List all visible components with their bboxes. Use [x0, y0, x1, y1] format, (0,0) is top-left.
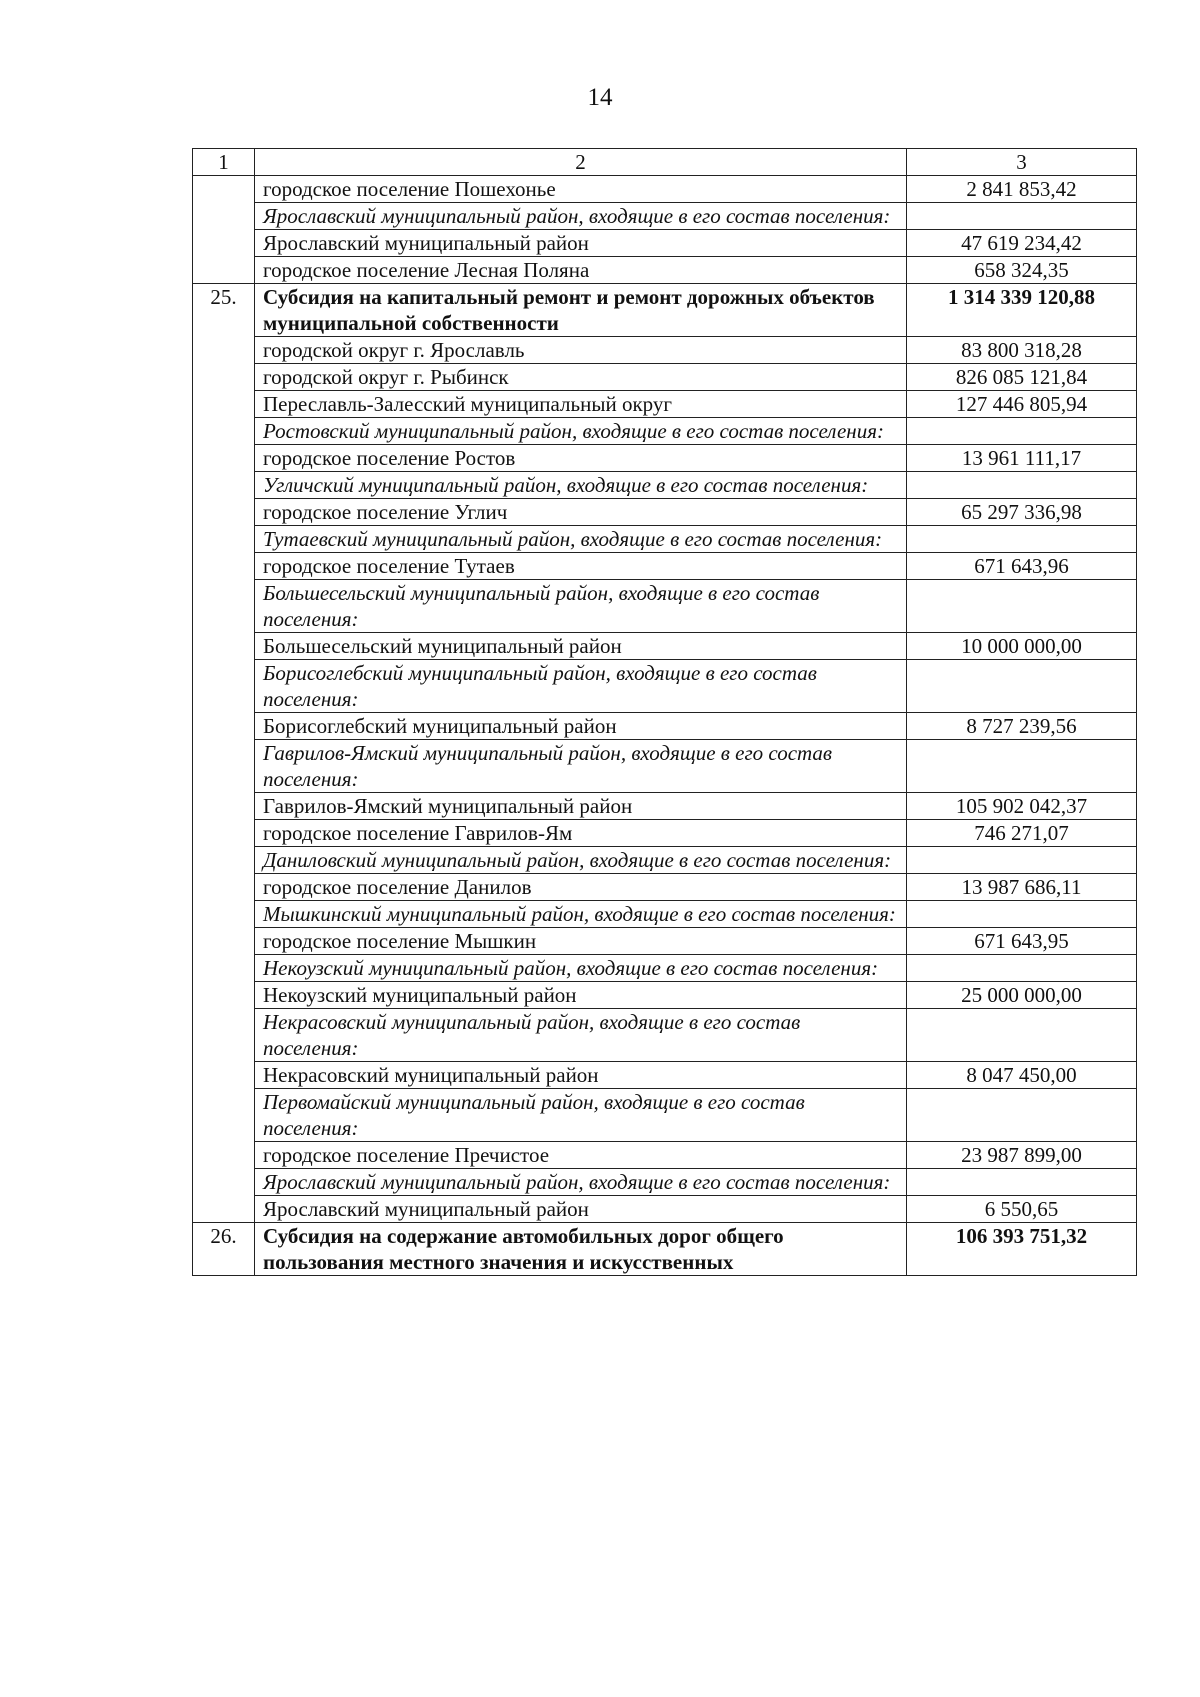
- district-group-heading: Большесельский муниципальный район, входящие в его состав поселения:: [255, 580, 907, 633]
- row-number: [193, 553, 255, 580]
- row-number: [193, 1089, 255, 1142]
- amount-value: 47 619 234,42: [907, 230, 1137, 257]
- amount-value: 23 987 899,00: [907, 1142, 1137, 1169]
- table-row: [193, 633, 1137, 660]
- table-row: [193, 1089, 1137, 1142]
- recipient-name: Некрасовский муниципальный район: [255, 1062, 907, 1089]
- amount-value: [907, 847, 1137, 874]
- district-group-heading: Первомайский муниципальный район, входящие в его состав поселения:: [255, 1089, 907, 1142]
- table-row: [193, 847, 1137, 874]
- table-row: [193, 203, 1137, 230]
- row-number: [193, 337, 255, 364]
- row-number: [193, 660, 255, 713]
- page-number: 14: [587, 84, 613, 111]
- amount-value: [907, 1169, 1137, 1196]
- amount-value: 13 961 111,17: [907, 445, 1137, 472]
- amount-value: 2 841 853,42: [907, 176, 1137, 203]
- table-row: [193, 1009, 1137, 1062]
- row-number: [193, 1169, 255, 1196]
- amount-value: [907, 660, 1137, 713]
- row-number: [193, 740, 255, 793]
- row-number: [193, 1196, 255, 1223]
- header-col-1: 1: [193, 149, 255, 176]
- table-row: [193, 257, 1137, 284]
- header-col-2: 2: [255, 149, 907, 176]
- recipient-name: Ярославский муниципальный район: [255, 1196, 907, 1223]
- row-number: [193, 982, 255, 1009]
- row-number: [193, 820, 255, 847]
- row-number: [193, 391, 255, 418]
- table-row: [193, 391, 1137, 418]
- row-number: [193, 633, 255, 660]
- table-row: [193, 793, 1137, 820]
- amount-value: [907, 472, 1137, 499]
- row-number: [193, 203, 255, 230]
- table-row: [193, 660, 1137, 713]
- table-row: [193, 337, 1137, 364]
- row-number: [193, 257, 255, 284]
- table-row: [193, 176, 1137, 203]
- table-row: [193, 553, 1137, 580]
- subsidy-title: Субсидия на капитальный ремонт и ремонт дорожных объектов муниципальной собственности: [255, 284, 907, 337]
- row-number: [193, 580, 255, 633]
- recipient-name: городское поселение Мышкин: [255, 928, 907, 955]
- district-group-heading: Даниловский муниципальный район, входящие в его состав поселения:: [255, 847, 907, 874]
- table-row: [193, 284, 1137, 337]
- row-number: [193, 713, 255, 740]
- amount-value: 8 727 239,56: [907, 713, 1137, 740]
- district-group-heading: Тутаевский муниципальный район, входящие в его состав поселения:: [255, 526, 907, 553]
- amount-value: [907, 740, 1137, 793]
- recipient-name: Гаврилов-Ямский муниципальный район: [255, 793, 907, 820]
- recipient-name: городское поселение Углич: [255, 499, 907, 526]
- amount-value: 8 047 450,00: [907, 1062, 1137, 1089]
- subsidy-table: [192, 148, 1137, 1276]
- table-header-row: [193, 149, 1137, 176]
- amount-value: 671 643,96: [907, 553, 1137, 580]
- table-body: [193, 176, 1137, 1276]
- row-number: [193, 230, 255, 257]
- table-row: [193, 472, 1137, 499]
- amount-value: [907, 1009, 1137, 1062]
- row-number: [193, 445, 255, 472]
- row-number: [193, 874, 255, 901]
- recipient-name: Некоузский муниципальный район: [255, 982, 907, 1009]
- district-group-heading: Ростовский муниципальный район, входящие в его состав поселения:: [255, 418, 907, 445]
- district-group-heading: Мышкинский муниципальный район, входящие в его состав поселения:: [255, 901, 907, 928]
- table-row: [193, 418, 1137, 445]
- table-row: [193, 1142, 1137, 1169]
- recipient-name: городское поселение Лесная Поляна: [255, 257, 907, 284]
- row-number: [193, 901, 255, 928]
- subsidy-total: 1 314 339 120,88: [907, 284, 1137, 337]
- amount-value: 671 643,95: [907, 928, 1137, 955]
- amount-value: 127 446 805,94: [907, 391, 1137, 418]
- amount-value: 83 800 318,28: [907, 337, 1137, 364]
- table-row: [193, 982, 1137, 1009]
- amount-value: [907, 1089, 1137, 1142]
- table-row: [193, 1196, 1137, 1223]
- recipient-name: городское поселение Ростов: [255, 445, 907, 472]
- recipient-name: Борисоглебский муниципальный район: [255, 713, 907, 740]
- row-number: [193, 418, 255, 445]
- amount-value: 826 085 121,84: [907, 364, 1137, 391]
- table-row: [193, 713, 1137, 740]
- table-row: [193, 230, 1137, 257]
- table-row: [193, 1062, 1137, 1089]
- amount-value: [907, 418, 1137, 445]
- table-row: [193, 445, 1137, 472]
- row-number: [193, 1009, 255, 1062]
- recipient-name: городское поселение Данилов: [255, 874, 907, 901]
- amount-value: 746 271,07: [907, 820, 1137, 847]
- subsidy-total: 106 393 751,32: [907, 1223, 1137, 1276]
- row-number: [193, 955, 255, 982]
- table-row: [193, 820, 1137, 847]
- amount-value: [907, 955, 1137, 982]
- amount-value: [907, 901, 1137, 928]
- amount-value: 658 324,35: [907, 257, 1137, 284]
- row-number: [193, 793, 255, 820]
- district-group-heading: Угличский муниципальный район, входящие в его состав поселения:: [255, 472, 907, 499]
- row-number: 25.: [193, 284, 255, 337]
- amount-value: [907, 580, 1137, 633]
- recipient-name: городской округ г. Ярославль: [255, 337, 907, 364]
- recipient-name: городское поселение Тутаев: [255, 553, 907, 580]
- row-number: [193, 472, 255, 499]
- row-number: 26.: [193, 1223, 255, 1276]
- row-number: [193, 1062, 255, 1089]
- recipient-name: городское поселение Гаврилов-Ям: [255, 820, 907, 847]
- recipient-name: городской округ г. Рыбинск: [255, 364, 907, 391]
- header-col-3: 3: [907, 149, 1137, 176]
- row-number: [193, 364, 255, 391]
- table-row: [193, 928, 1137, 955]
- district-group-heading: Некрасовский муниципальный район, входящие в его состав поселения:: [255, 1009, 907, 1062]
- district-group-heading: Гаврилов-Ямский муниципальный район, входящие в его состав поселения:: [255, 740, 907, 793]
- amount-value: 65 297 336,98: [907, 499, 1137, 526]
- row-number: [193, 928, 255, 955]
- amount-value: 105 902 042,37: [907, 793, 1137, 820]
- row-number: [193, 176, 255, 203]
- table-row: [193, 1169, 1137, 1196]
- row-number: [193, 526, 255, 553]
- amount-value: [907, 203, 1137, 230]
- amount-value: 6 550,65: [907, 1196, 1137, 1223]
- amount-value: 13 987 686,11: [907, 874, 1137, 901]
- amount-value: 25 000 000,00: [907, 982, 1137, 1009]
- district-group-heading: Некоузский муниципальный район, входящие в его состав поселения:: [255, 955, 907, 982]
- row-number: [193, 1142, 255, 1169]
- recipient-name: Большесельский муниципальный район: [255, 633, 907, 660]
- recipient-name: Ярославский муниципальный район: [255, 230, 907, 257]
- table-row: [193, 874, 1137, 901]
- table-row: [193, 1223, 1137, 1276]
- row-number: [193, 847, 255, 874]
- row-number: [193, 499, 255, 526]
- recipient-name: городское поселение Пречистое: [255, 1142, 907, 1169]
- recipient-name: Переславль-Залесский муниципальный округ: [255, 391, 907, 418]
- table-row: [193, 901, 1137, 928]
- recipient-name: городское поселение Пошехонье: [255, 176, 907, 203]
- table-row: [193, 740, 1137, 793]
- table-row: [193, 499, 1137, 526]
- district-group-heading: Ярославский муниципальный район, входящие в его состав поселения:: [255, 203, 907, 230]
- table-row: [193, 526, 1137, 553]
- subsidy-title: Субсидия на содержание автомобильных дорог общего пользования местного значения и искусственных: [255, 1223, 907, 1276]
- amount-value: [907, 526, 1137, 553]
- district-group-heading: Ярославский муниципальный район, входящие в его состав поселения:: [255, 1169, 907, 1196]
- table-row: [193, 580, 1137, 633]
- amount-value: 10 000 000,00: [907, 633, 1137, 660]
- table-row: [193, 364, 1137, 391]
- table-row: [193, 955, 1137, 982]
- district-group-heading: Борисоглебский муниципальный район, входящие в его состав поселения:: [255, 660, 907, 713]
